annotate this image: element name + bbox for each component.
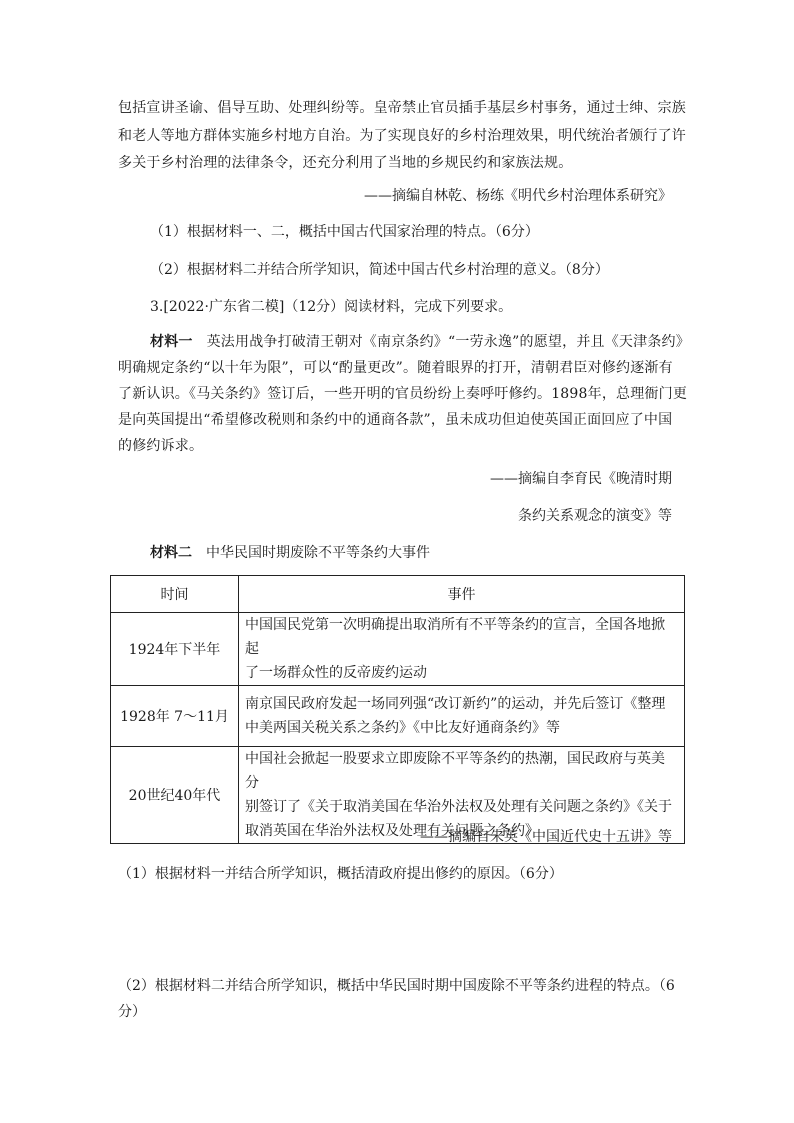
table-cell-event — [239, 613, 685, 686]
events-table — [110, 575, 685, 844]
table-header-time: 时间 — [111, 576, 239, 613]
material-1-text: 英法用战争打破清王朝对《南京条约》“一劳永逸”的愿望，并且《天津条约》 — [206, 334, 690, 350]
question-2-2: （2）根据材料二并结合所学知识，简述中国古代乡村治理的意义。（8分） — [150, 262, 609, 278]
table-cell-event — [239, 686, 685, 747]
paragraph-line: 和老人等地方群体实施乡村地方自治。为了实现良好的乡村治理效果，明代统治者颁行了许 — [118, 128, 686, 144]
table-cell-time: 20世纪40年代 — [111, 747, 239, 844]
source-citation: ——摘编自朱英《中国近代史十五讲》等 — [420, 829, 672, 845]
table-cell-time: 1928年 7～11月 — [111, 686, 239, 747]
table-header-event: 事件 — [239, 576, 685, 613]
material-2-title: 中华民国时期废除不平等条约大事件 — [206, 545, 430, 561]
event-line: 中国国民党第一次明确提出取消所有不平等条约的宣言，全国各地掀起 — [245, 617, 665, 657]
paragraph-line: 了新认识。《马关条约》签订后，一些开明的官员纷纷上奏呼吁修约。1898年，总理衙门更 — [118, 386, 688, 402]
question-3-2: （2）根据材料二并结合所学知识，概括中华民国时期中国废除不平等条约进程的特点。（6 — [118, 978, 675, 994]
table-row — [111, 613, 685, 686]
event-line: 中美两国关税关系之条约》《中比友好通商条约》等 — [245, 720, 560, 736]
question-3-1: （1）根据材料一并结合所学知识，概括清政府提出修约的原因。（6分） — [118, 866, 563, 882]
paragraph-line: 是向英国提出“希望修改税则和条约中的通商各款”，虽未成功但迫使英国正面回应了中国 — [118, 412, 673, 428]
material-1-label: 材料一 — [150, 334, 193, 350]
event-line: 别签订了《关于取消美国在华治外法权及处理有关问题之条约》《关于 — [245, 799, 672, 815]
table-cell-time: 1924年下半年 — [111, 613, 239, 686]
question-2-1: （1）根据材料一、二，概括中国古代国家治理的特点。（6分） — [150, 224, 539, 240]
question-3-header: 3.[2022·广东省二模]（12分）阅读材料，完成下列要求。 — [150, 299, 513, 315]
source-citation: ——摘编自李育民《晚清时期 — [490, 471, 672, 487]
question-3-2-continued: 分） — [118, 1004, 146, 1020]
paragraph-line: 多关于乡村治理的法律条令，还充分利用了当地的乡规民约和家族法规。 — [118, 155, 573, 171]
table-row — [111, 686, 685, 747]
event-line: 了一场群众性的反帝废约运动 — [245, 665, 427, 681]
material-2-label: 材料二 — [150, 545, 192, 561]
event-line: 南京国民政府发起一场同列强“改订新约”的运动，并先后签订《整理 — [245, 696, 666, 712]
event-line: 取消英国在华治外法权及处理有关问题之条约》 — [245, 823, 539, 839]
material-1-first-line — [150, 332, 690, 352]
paragraph-line: 包括宣讲圣谕、倡导互助、处理纠纷等。皇帝禁止官员插手基层乡村事务，通过士绅、宗族 — [118, 100, 686, 116]
source-citation-continued: 条约关系观念的演变》等 — [518, 508, 672, 524]
event-line: 中国社会掀起一股要求立即废除不平等条约的热潮，国民政府与英美分 — [245, 751, 665, 791]
source-citation: ——摘编自林乾、杨练《明代乡村治理体系研究》 — [364, 188, 672, 204]
paragraph-line: 明确规定条约“以十年为限”，可以“酌量更改”。随着眼界的打开，清朝君臣对修约逐渐有 — [118, 360, 673, 376]
material-2-title-line — [150, 542, 430, 562]
paragraph-line: 的修约诉求。 — [118, 438, 204, 454]
